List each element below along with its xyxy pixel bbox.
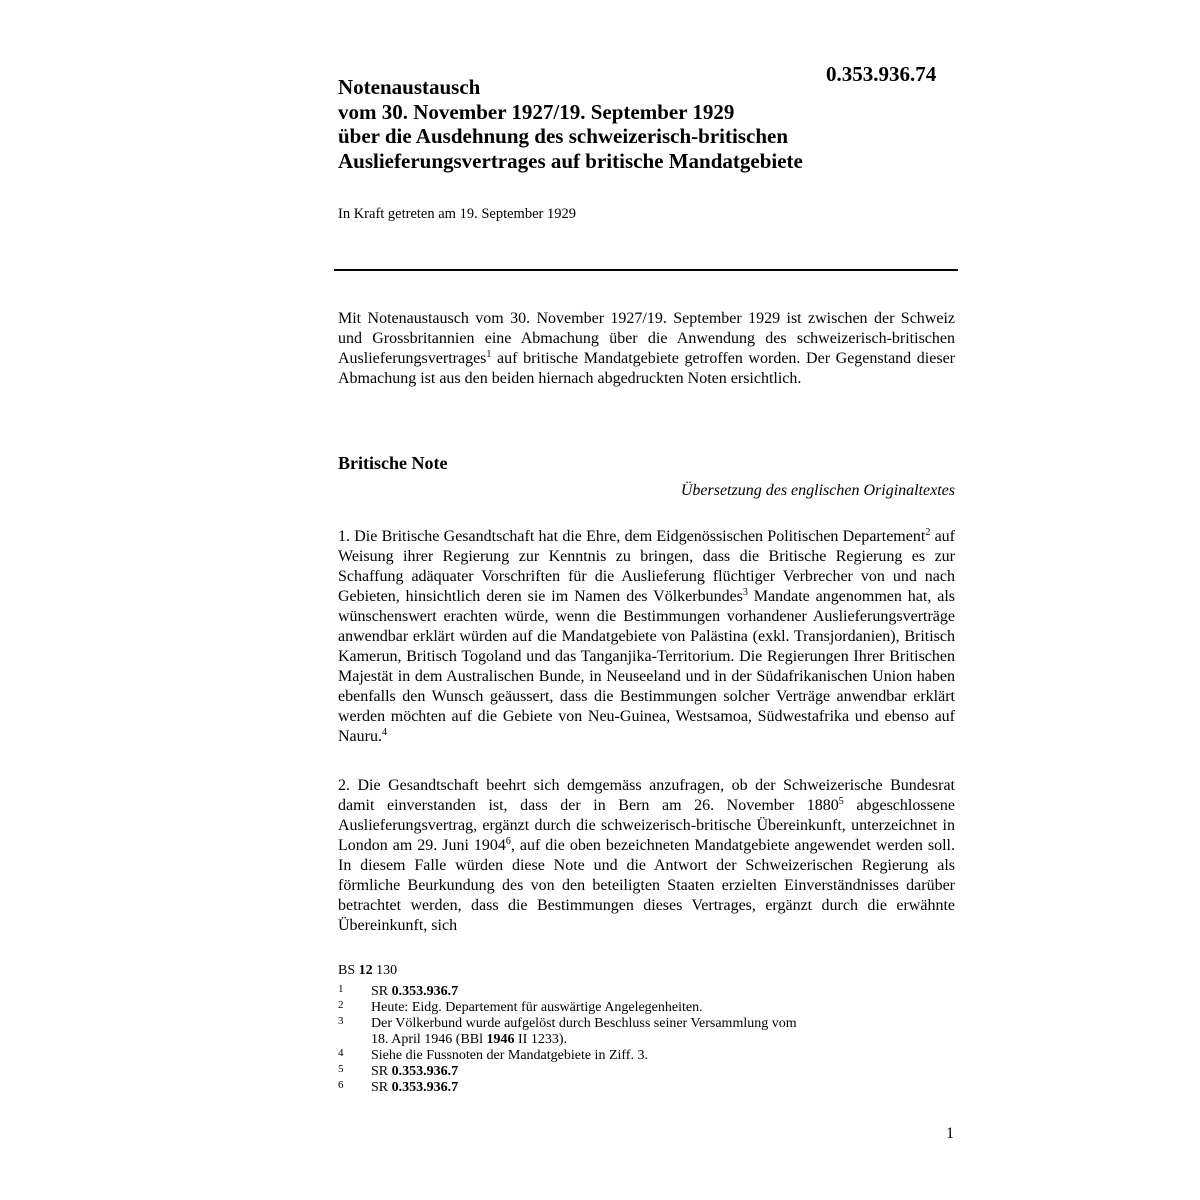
footnote-number: 1 xyxy=(338,983,344,995)
footnote-number: 6 xyxy=(338,1079,344,1091)
title-line: Auslieferungsvertrages auf britische Mandatgebiete xyxy=(338,148,803,173)
footnote-ref[interactable]: 5 xyxy=(838,796,844,807)
footnote: 6 SR 0.353.936.7 xyxy=(338,1079,459,1095)
intro-paragraph: Mit Notenaustausch vom 30. November 1927/19. September 1929 ist zwischen der Schweiz und Grossbritannien eine Abmachung über die Anwendung des schweizerisch-britischen Auslieferungsvertrages$^1$ auf britische Mandatgebiete getroffen worden. Der Gegenstand dieser Abmachung ist aus den beiden hiernach abgedruckten Noten ersichtlich. xyxy=(338,310,955,387)
footnote-number: 5 xyxy=(338,1063,344,1075)
footnote: 1 SR 0.353.936.7 xyxy=(338,983,459,999)
footnote-ref[interactable]: 1 xyxy=(486,349,492,360)
footnote-ref[interactable]: 4 xyxy=(381,727,387,738)
footnote: 3 Der Völkerbund wurde aufgelöst durch Beschluss seiner Versammlung vom 18. April 1946 (BBl 1946 II 1233). xyxy=(338,1015,797,1047)
footnote-number: 2 xyxy=(338,999,344,1011)
sr-number: 0.353.936.74 xyxy=(826,62,937,86)
footnotes xyxy=(338,984,797,1096)
translation-note: Übersetzung des englischen Originaltextes xyxy=(680,482,955,499)
title-line: Notenaustausch xyxy=(338,75,481,99)
paragraph-2: 2. Die Gesandtschaft beehrt sich demgemäss anzufragen, ob der Schweizerische Bundesrat damit einverstanden ist, dass der in Bern am 26. November 1880$^5$ abgeschlossene Auslieferungsvertrag, ergänzt durch die schweizerisch-britische Übereinkunft, unterzeichnet in London am 29. Juni 1904$^6$, auf die oben bezeichneten Mandatgebiete angewendet werden soll. In diesem Falle würden diese Note und die Antwort der Schweizerischen Regierung als förmliche Beurkundung des von den beteiligten Staaten erzielten Einverständnisses darüber betrachtet werden, dass die Bestimmungen dieses Vertrages, ergänzt durch die erwähnte Übereinkunft, sich xyxy=(338,777,956,934)
footnote-ref[interactable]: 6 xyxy=(505,836,511,847)
footnote-ref[interactable]: 3 xyxy=(742,587,748,598)
title-line: über die Ausdehnung des schweizerisch-britischen xyxy=(338,124,788,148)
footnote: 5 SR 0.353.936.7 xyxy=(338,1063,459,1079)
paragraph-1: 1. Die Britische Gesandtschaft hat die Ehre, dem Eidgenössischen Politischen Departement$^2$ auf Weisung ihrer Regierung zur Kenntnis zu bringen, dass die Britische Regierung es zur Schaffung adäquater Vorschriften für die Auslieferung flüchtiger Verbrecher von und nach Gebieten, hinsichtlich deren sie im Namen des Völkerbundes$^3$ Mandate angenommen hat, als wünschenswert erachten würde, wenn die Bestimmungen vorhandener Auslieferungsverträge anwendbar erklärt würden auf die Mandatgebiete von Palästina (exkl. Transjordanien), Britisch Kamerun, Britisch Togoland und das Tanganjika-Territorium. Die Regierungen Ihrer Britischen Majestät in dem Australischen Bunde, in Neuseeland und in der Südafrikanischen Union haben ebenfalls den Wunsch geäussert, dass die Bestimmungen solcher Verträge anwendbar erklärt werden möchten auf die Gebiete von Neu-Guinea, Westsamoa, Südwestafrika und ebenso auf Nauru.$^4$ xyxy=(338,527,955,745)
footnote-number: 4 xyxy=(338,1047,344,1059)
footnote-number: 3 xyxy=(338,1015,344,1027)
footnote: 2 Heute: Eidg. Departement für auswärtige Angelegenheiten. xyxy=(338,999,703,1015)
in-force-date: In Kraft getreten am 19. September 1929 xyxy=(338,206,576,222)
page-number: 1 xyxy=(946,1125,954,1142)
footnote: 4 Siehe die Fussnoten der Mandatgebiete in Ziff. 3. xyxy=(338,1047,648,1063)
title-line: vom 30. November 1927/19. September 1929 xyxy=(338,99,735,124)
section-heading: Britische Note xyxy=(338,453,448,473)
document-title xyxy=(338,75,803,173)
bs-reference: BS 12 130 xyxy=(338,963,398,978)
divider-rule xyxy=(334,269,958,271)
footnote-ref[interactable]: 2 xyxy=(925,527,931,538)
